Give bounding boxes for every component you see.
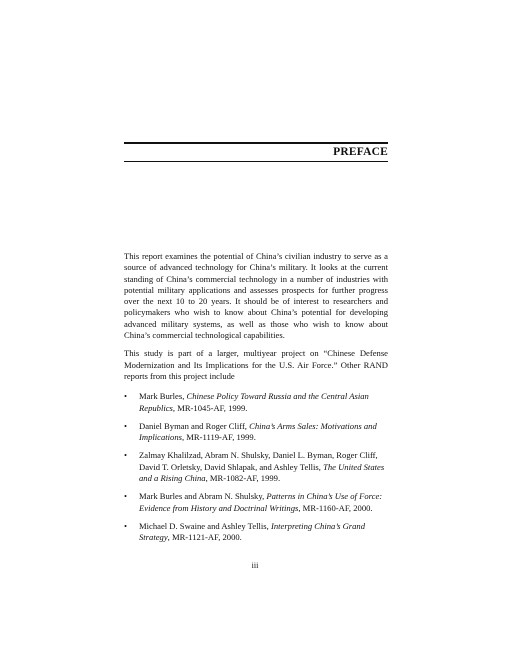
report-authors: Daniel Byman and Roger Cliff, [139,420,250,431]
report-authors: Michael D. Swaine and Ashley Tellis, [139,520,271,531]
report-title: The United States and a Rising China [139,461,385,484]
report-details: , MR-1082-AF, 1999. [205,473,281,484]
report-authors: Mark Burles, [139,391,187,402]
list-item [124,491,388,514]
bullet-marker: • [124,391,128,402]
bullet-marker: • [124,520,128,531]
list-item [124,521,388,544]
header-top-rule [124,142,388,144]
page-number: iii [251,561,259,570]
report-title: Interpreting China’s Grand Strategy [139,520,366,543]
report-title: Patterns in China’s Use of Force: Evidence from History and Doctrinal Writings [139,491,383,513]
list-item [124,421,388,444]
report-title: China’s Arms Sales: Motivations and Implications [139,420,377,443]
report-details: , MR-1160-AF, 2000. [298,502,373,513]
list-item [124,450,388,484]
list-item [124,391,388,414]
report-details: , MR-1045-AF, 1999. [172,402,248,413]
bullet-marker: • [124,450,128,461]
report-details: , MR-1119-AF, 1999. [181,432,256,443]
header-bottom-rule [124,161,388,162]
project-paragraph: This study is part of a larger, multiyear project on “Chinese Defense Modernization and Its Implications for the U.S. Air Force.” Other RAND reports from this project include [124,348,388,381]
report-list [124,391,388,543]
preface-body [124,251,388,551]
report-authors: Zalmay Khalilzad, Abram N. Shulsky, Daniel L. Byman, Roger Cliff, David T. Orletsky, David Shlapak, and Ashley Tellis, [139,450,378,472]
intro-paragraph: This report examines the potential of China’s civilian industry to serve as a source of advanced technology for China’s military. It looks at the current standing of China’s commercial technology in a number of industries with potential military applications and assesses prospects for further progress over the next 10 to 20 years. It should be of interest to researchers and policymakers who wish to know about China’s potential for developing advanced military systems, as well as those who wish to know about China’s commercial technological capabilities. [124,251,388,341]
bullet-marker: • [124,491,128,502]
chapter-title: PREFACE [333,146,388,158]
report-title: Chinese Policy Toward Russia and the Central Asian Republics [139,391,369,413]
report-authors: Mark Burles and Abram N. Shulsky, [139,491,267,502]
bullet-marker: • [124,420,128,431]
report-details: , MR-1121-AF, 2000. [167,532,242,543]
